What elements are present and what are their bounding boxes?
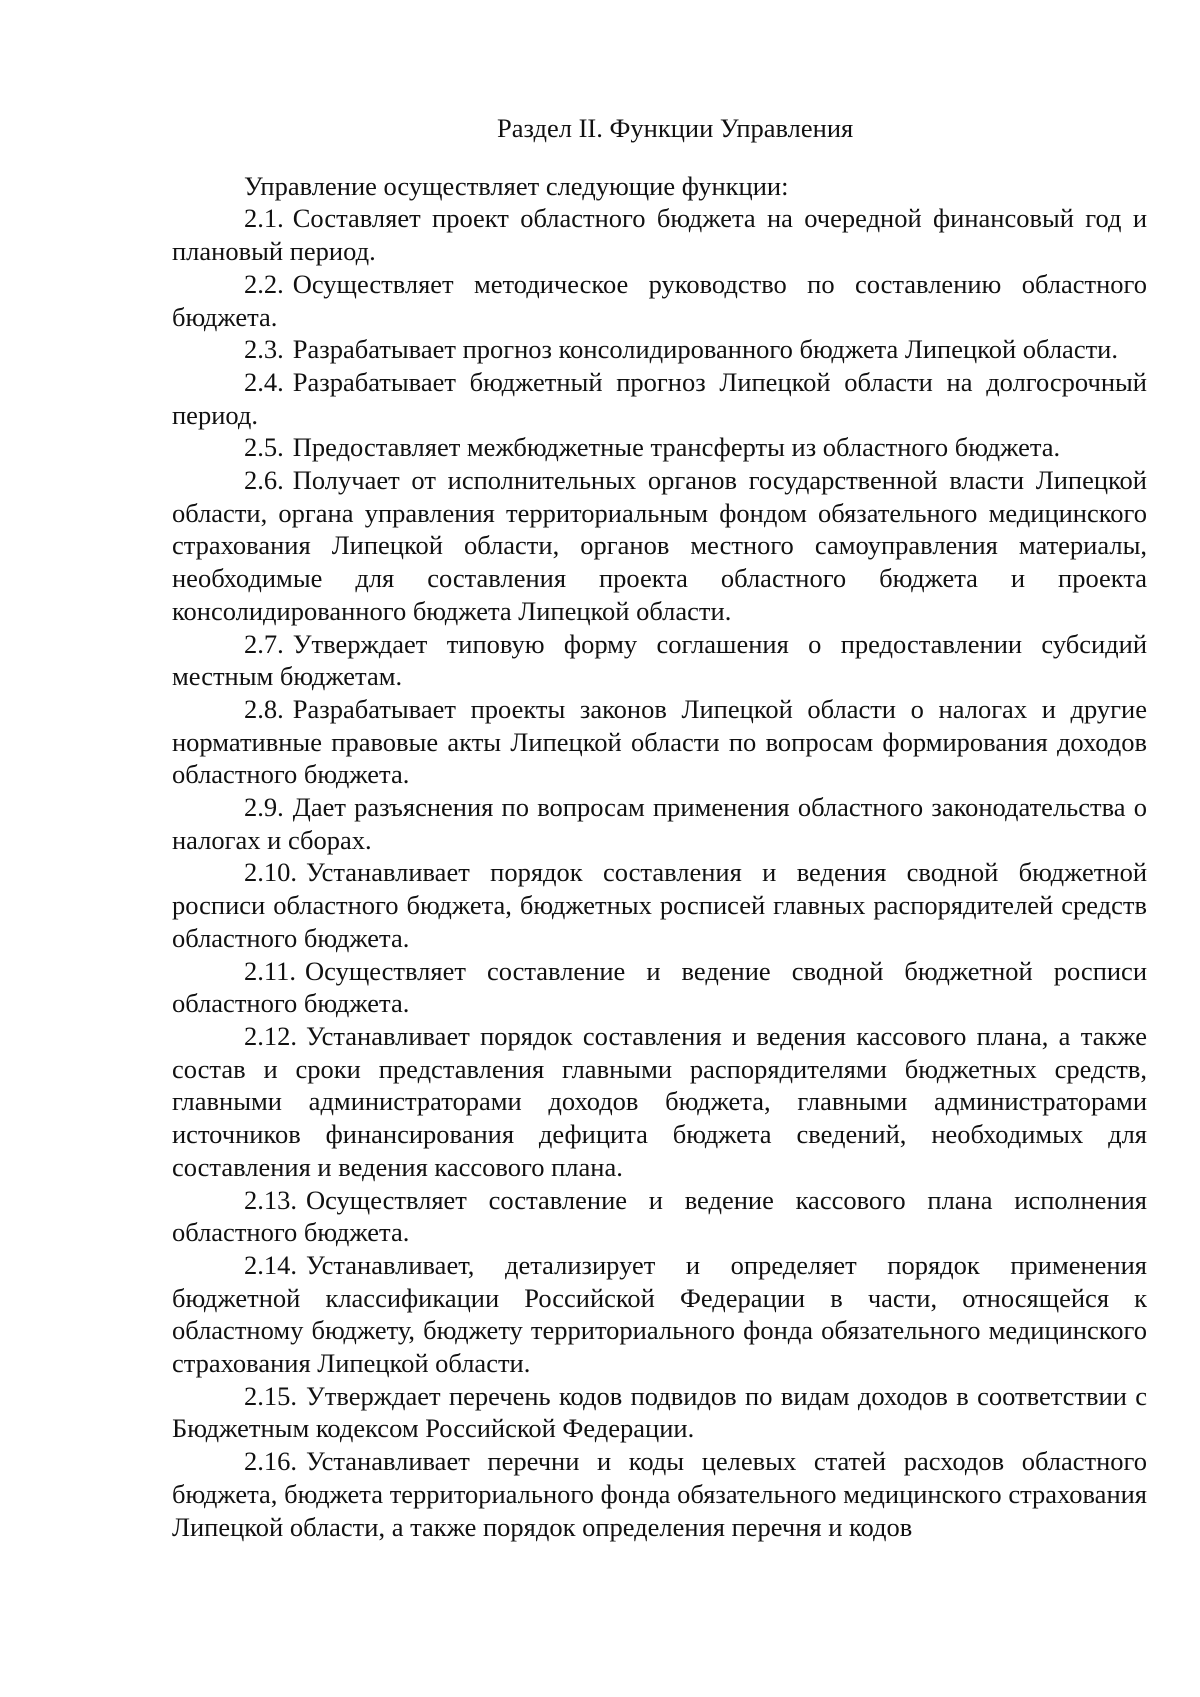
item-text: Устанавливает, детализирует и определяет порядок применения бюджетной классификации Российской Федерации в части, относящейся к областному бюджету, бюджету территориального фонда обязательного медицинского страхования Липецкой области.: [172, 1249, 1147, 1379]
item-number: 2.2.: [244, 268, 284, 299]
item-text: Осуществляет методическое руководство по составлению областного бюджета.: [172, 268, 1147, 332]
item-number: 2.12.: [244, 1020, 297, 1051]
item-text: Дает разъяснения по вопросам применения областного законодательства о налогах и сборах.: [172, 792, 1147, 855]
intro-paragraph: Управление осуществляет следующие функции:: [244, 170, 789, 201]
list-item: [172, 1380, 1147, 1445]
item-number: 2.9.: [244, 792, 284, 823]
item-text: Разрабатывает прогноз консолидированного бюджета Липецкой области.: [292, 334, 1118, 365]
item-number: 2.7.: [244, 628, 284, 659]
item-text: Утверждает перечень кодов подвидов по видам доходов в соответствии с Бюджетным кодексом Российской Федерации.: [172, 1380, 1147, 1444]
item-number: 2.5.: [244, 432, 284, 463]
item-text: Получает от исполнительных органов государственной власти Липецкой области, органа управления территориальным фондом обязательного медицинского страхования Липецкой области, органов местного самоуправления материалы, необходимые для составления проекта областного бюджета и проекта консолидированного бюджета Липецкой области.: [172, 465, 1147, 626]
item-text: Предоставляет межбюджетные трансферты из областного бюджета.: [292, 432, 1061, 463]
functions-list: [172, 202, 1147, 1543]
list-item: [172, 1184, 1147, 1249]
list-item: [172, 1249, 1147, 1380]
item-number: 2.10.: [244, 857, 297, 888]
list-item: [172, 856, 1147, 954]
list-item: [172, 955, 1147, 1020]
item-text: Утверждает типовую форму соглашения о предоставлении субсидий местным бюджетам.: [172, 628, 1147, 692]
item-text: Осуществляет составление и ведение сводной бюджетной росписи областного бюджета.: [172, 955, 1147, 1019]
list-item: [172, 693, 1147, 791]
item-number: 2.11.: [244, 955, 297, 986]
section-title: Раздел II. Функции Управления: [497, 113, 854, 143]
list-item: [172, 333, 1147, 366]
item-number: 2.1.: [244, 203, 284, 234]
item-text: Устанавливает перечни и коды целевых статей расходов областного бюджета, бюджета территориального фонда обязательного медицинского страхования Липецкой области, а также порядок определения перечня и кодов: [172, 1446, 1147, 1542]
list-item: [172, 791, 1147, 856]
list-item: [172, 1445, 1147, 1543]
item-text: Составляет проект областного бюджета на очередной финансовый год и плановый период.: [172, 203, 1147, 267]
item-number: 2.6.: [244, 465, 284, 496]
list-item: [172, 464, 1147, 628]
item-text: Разрабатывает бюджетный прогноз Липецкой области на долгосрочный период.: [172, 366, 1147, 430]
item-number: 2.16.: [244, 1446, 297, 1477]
list-item: [172, 202, 1147, 267]
item-number: 2.4.: [244, 366, 284, 397]
item-number: 2.15.: [244, 1380, 297, 1411]
list-item: [172, 628, 1147, 693]
list-item: [172, 1020, 1147, 1184]
item-text: Осуществляет составление и ведение кассового плана исполнения областного бюджета.: [172, 1184, 1147, 1248]
item-text: Устанавливает порядок составления и ведения кассового плана, а также состав и сроки представления главными распорядителями бюджетных средств, главными администраторами доходов бюджета, главными администраторами источников финансирования дефицита бюджета сведений, необходимых для составления и ведения кассового плана.: [172, 1020, 1147, 1182]
document-page: [172, 112, 1147, 1543]
item-number: 2.8.: [244, 693, 284, 724]
item-text: Устанавливает порядок составления и ведения сводной бюджетной росписи областного бюджета, бюджетных росписей главных распорядителей средств областного бюджета.: [172, 857, 1147, 953]
item-text: Разрабатывает проекты законов Липецкой области о налогах и другие нормативные правовые акты Липецкой области по вопросам формирования доходов областного бюджета.: [172, 693, 1147, 790]
list-item: [172, 366, 1147, 431]
list-item: [172, 268, 1147, 333]
item-number: 2.3.: [244, 334, 284, 365]
list-item: [172, 431, 1147, 464]
item-number: 2.14.: [244, 1249, 297, 1280]
item-number: 2.13.: [244, 1184, 297, 1215]
